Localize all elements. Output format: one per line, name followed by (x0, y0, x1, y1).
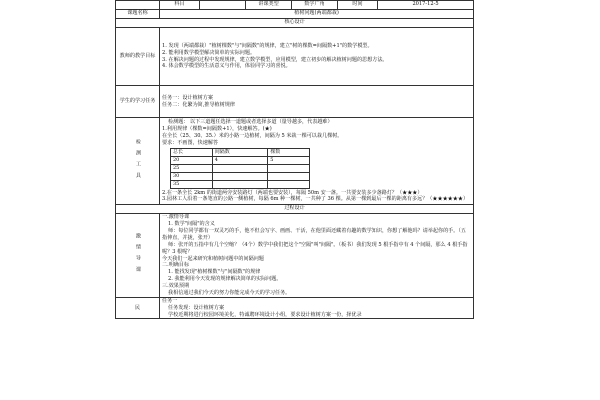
process-title-row (116, 205, 474, 214)
header-blank-cell (116, 1, 160, 10)
answer-table-row (171, 156, 310, 164)
process-line: 一.激情导课 (162, 214, 190, 221)
process-line: 我相信通过我们今天的努力你能完成今天的学习任务。 (168, 289, 291, 296)
core-design-heading: 核心设计 (116, 19, 474, 28)
goals-label: 教师的教学目标 (116, 28, 160, 86)
process-line: 1. 数学"间隔"的含义 (168, 221, 215, 228)
header-row (116, 1, 474, 10)
lesson-plan-table (115, 0, 474, 319)
title-label: 课题名称 (116, 10, 160, 19)
answer-cell (212, 164, 268, 172)
bottom-label: 民 (116, 297, 160, 319)
question-1-desc: 在全长（25、30、35.）米的小路一边植树，间隔为 5 米栽一棵可以栽几棵树。 (162, 132, 343, 139)
question-1: 1.利用规律（棵数=间隔数+1），快速解答。(★) (162, 125, 272, 132)
answer-cell (212, 172, 268, 180)
process-line: 今天我们一起来研究和植树问题中的间隔问题 (162, 255, 264, 262)
question-1-requirement: 要求：不画图，快速解答 (162, 139, 219, 146)
type-label: 讲课类型 (246, 1, 292, 10)
process-line: 二.明确目标 (162, 262, 190, 269)
answer-cell (212, 180, 268, 188)
answer-table-header-cell: 间隔数 (212, 148, 268, 156)
process-line: 三.效果预期 (162, 283, 190, 289)
answer-cell (268, 172, 310, 180)
process-line: 师：张开的五指中有几个空缩？（4个）数学中我们把这个"空隔"叫"间隔"。（板书）我们发现 5 根手指中有 4 个间隔，那么 4 根手指呢？3 根呢？ (162, 241, 468, 255)
type-value: 数学广角 (292, 1, 338, 10)
process-row (116, 214, 474, 298)
answer-cell: 20 (171, 156, 213, 164)
goal-item: 3. 在解决问题的过程中发现规律，建立数学模型，应用模型，建立初步的解决植树问题的思想方法。 (162, 56, 388, 63)
tools-intro: 检测题： 以下三道题任选择一道题或者选择多道（量导越多，代表越难） (168, 119, 333, 125)
tools-row (116, 118, 474, 205)
answer-cell (268, 180, 310, 188)
process-line: 1. 能找发现"植树棵数"与"间隔数"的规律 (168, 269, 261, 276)
lesson-plan-sheet (115, 0, 473, 400)
lesson-title: 植树问题(两端都栽) (160, 10, 474, 19)
goals-row (116, 28, 474, 86)
answer-cell: 35 (171, 180, 213, 188)
tools-content (160, 118, 474, 205)
answer-table-row (171, 180, 310, 188)
time-label: 时间 (338, 1, 378, 10)
answer-cell: 30 (171, 172, 213, 180)
time-value: 2017-12-5 (378, 1, 474, 10)
answer-table-header (171, 148, 310, 156)
task-item: 任务二：化繁为简,推导植树规律 (162, 101, 235, 108)
answer-table (170, 148, 310, 189)
goal-item: 4. 体会数学模型的生活意义与作用，体验同学习的喜悦。 (162, 63, 291, 70)
answer-cell: 5 (268, 156, 310, 164)
tools-label-cell (116, 118, 160, 205)
goal-item: 2. 能利用数学模型解决简单的实际问题。 (162, 49, 256, 56)
bottom-row (116, 297, 474, 319)
tools-label: 检测工具 (134, 138, 141, 184)
answer-cell: 25 (171, 164, 213, 172)
answer-table-header-cell: 棵数 (268, 148, 310, 156)
tasks-content (160, 86, 474, 118)
bottom-line: 任务一 (162, 297, 178, 304)
title-row (116, 10, 474, 19)
process-line: 2. 我能利用今天发现的规律解决简单的实际问题。 (168, 276, 282, 283)
subject-value (200, 1, 246, 10)
answer-table-row (171, 172, 310, 180)
process-label: 激情导课 (134, 233, 141, 278)
bottom-line: 学校近期将进行校园环境美化，特诚聘环境设计小组，要求设计植树方案一份，择优录 (168, 311, 362, 318)
process-label-cell (116, 214, 160, 298)
bottom-content (160, 297, 474, 319)
bottom-line: 任务发现：设计植树方案 (168, 304, 225, 311)
process-line: 师：每位同学都有一双灵巧的手，他不但会写字、画画、干活，在他里面还藏着有趣的数学知识，你想了解他吗？请举起你的手。（五指伸直，并拢，张开） (162, 228, 466, 241)
answer-table-header-cell: 总长 (171, 148, 213, 156)
answer-cell (268, 164, 310, 172)
answer-cell: 4 (212, 156, 268, 164)
goals-content (160, 28, 474, 86)
question-3: 3.园林工人沿着一条笔直的公路一侧植树，每隔 6m 种一棵树，一共种了 36 棵。从第一棵到最后一棵的距离有多远？（★★★★★★） (162, 196, 469, 203)
subject-label: 科目 (160, 1, 200, 10)
tasks-label: 学生的学习任务 (116, 86, 160, 118)
task-item: 任务一：设计植树方案 (162, 94, 213, 101)
answer-table-row (171, 164, 310, 172)
process-heading: 过程设计 (116, 205, 474, 214)
question-2: 2.在一条全长 2km 的街道两旁安装路灯（两端也要安装），每隔 50m 安一盏。一共要安装多少盏路灯？（★★★） (162, 189, 423, 196)
goal-item: 1. 发现（两端都栽）"植树棵数"与"间隔数"的规律，建立"树的棵数=间隔数+1"的数学模型。 (162, 42, 373, 49)
core-design-row (116, 19, 474, 28)
tasks-row (116, 86, 474, 118)
process-content (160, 214, 474, 298)
